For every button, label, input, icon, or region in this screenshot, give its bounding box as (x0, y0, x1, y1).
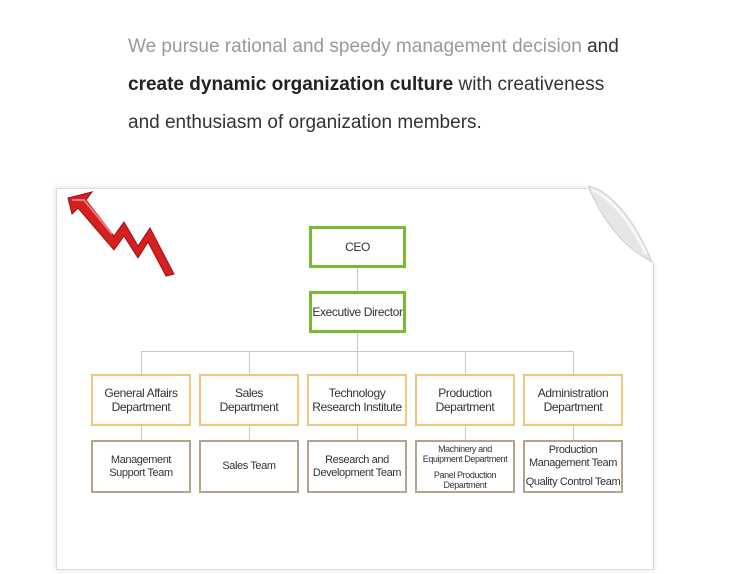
team-box-3-label-0: Machinery and Equipment Department (422, 443, 508, 464)
intro-text (128, 28, 728, 142)
team-box-4 (523, 440, 623, 493)
department-box-2-label: Technology Research Institute (312, 386, 402, 414)
dept-drop-4 (573, 351, 574, 375)
team-connector-2 (357, 425, 358, 441)
team-box-2 (307, 440, 407, 493)
team-connector-3 (465, 425, 466, 441)
team-connector-4 (573, 425, 574, 441)
intro-line2-bold: create dynamic organization culture (128, 74, 454, 95)
executive-director-box (309, 291, 406, 333)
team-box-3-label-1: Panel Production Department (433, 469, 497, 490)
team-connector-1 (249, 425, 250, 441)
ceo-box-label: CEO (345, 240, 370, 254)
team-box-0 (91, 440, 191, 493)
department-box-0 (91, 374, 191, 426)
exec-connector (357, 332, 358, 352)
team-connector-0 (141, 425, 142, 441)
intro-line1-dark: and (581, 36, 619, 57)
team-box-1 (199, 440, 299, 493)
department-box-1-label: Sales Department (219, 386, 279, 414)
dept-drop-2 (357, 351, 358, 375)
department-box-4 (523, 374, 623, 426)
team-box-2-label-0: Research and Development Team (312, 453, 402, 479)
department-box-1 (199, 374, 299, 426)
ceo-box (309, 226, 406, 268)
department-box-3 (415, 374, 515, 426)
department-box-2 (307, 374, 407, 426)
page-curl-icon (580, 180, 660, 270)
executive-director-box-label: Executive Director (312, 305, 403, 319)
team-box-3 (415, 440, 515, 493)
dept-drop-0 (141, 351, 142, 375)
department-box-0-label: General Affairs Department (104, 386, 178, 414)
department-box-3-label: Production Department (435, 386, 495, 414)
dept-drop-1 (249, 351, 250, 375)
team-box-0-label-0: Management Support Team (109, 453, 173, 479)
team-box-4-label-1: Quality Control Team (525, 476, 621, 488)
team-box-4-label-0: Production Management Team (529, 444, 617, 469)
team-box-1-label-0: Sales Team (222, 460, 276, 472)
intro-line3: and enthusiasm of organization members. (128, 112, 482, 133)
ceo-connector (357, 268, 358, 292)
department-box-4-label: Administration Department (537, 386, 609, 414)
intro-line2-rest: with creativeness (453, 74, 605, 95)
intro-line1-light: We pursue rational and speedy management decision (128, 36, 582, 57)
growth-arrow-icon (62, 188, 182, 284)
dept-drop-3 (465, 351, 466, 375)
